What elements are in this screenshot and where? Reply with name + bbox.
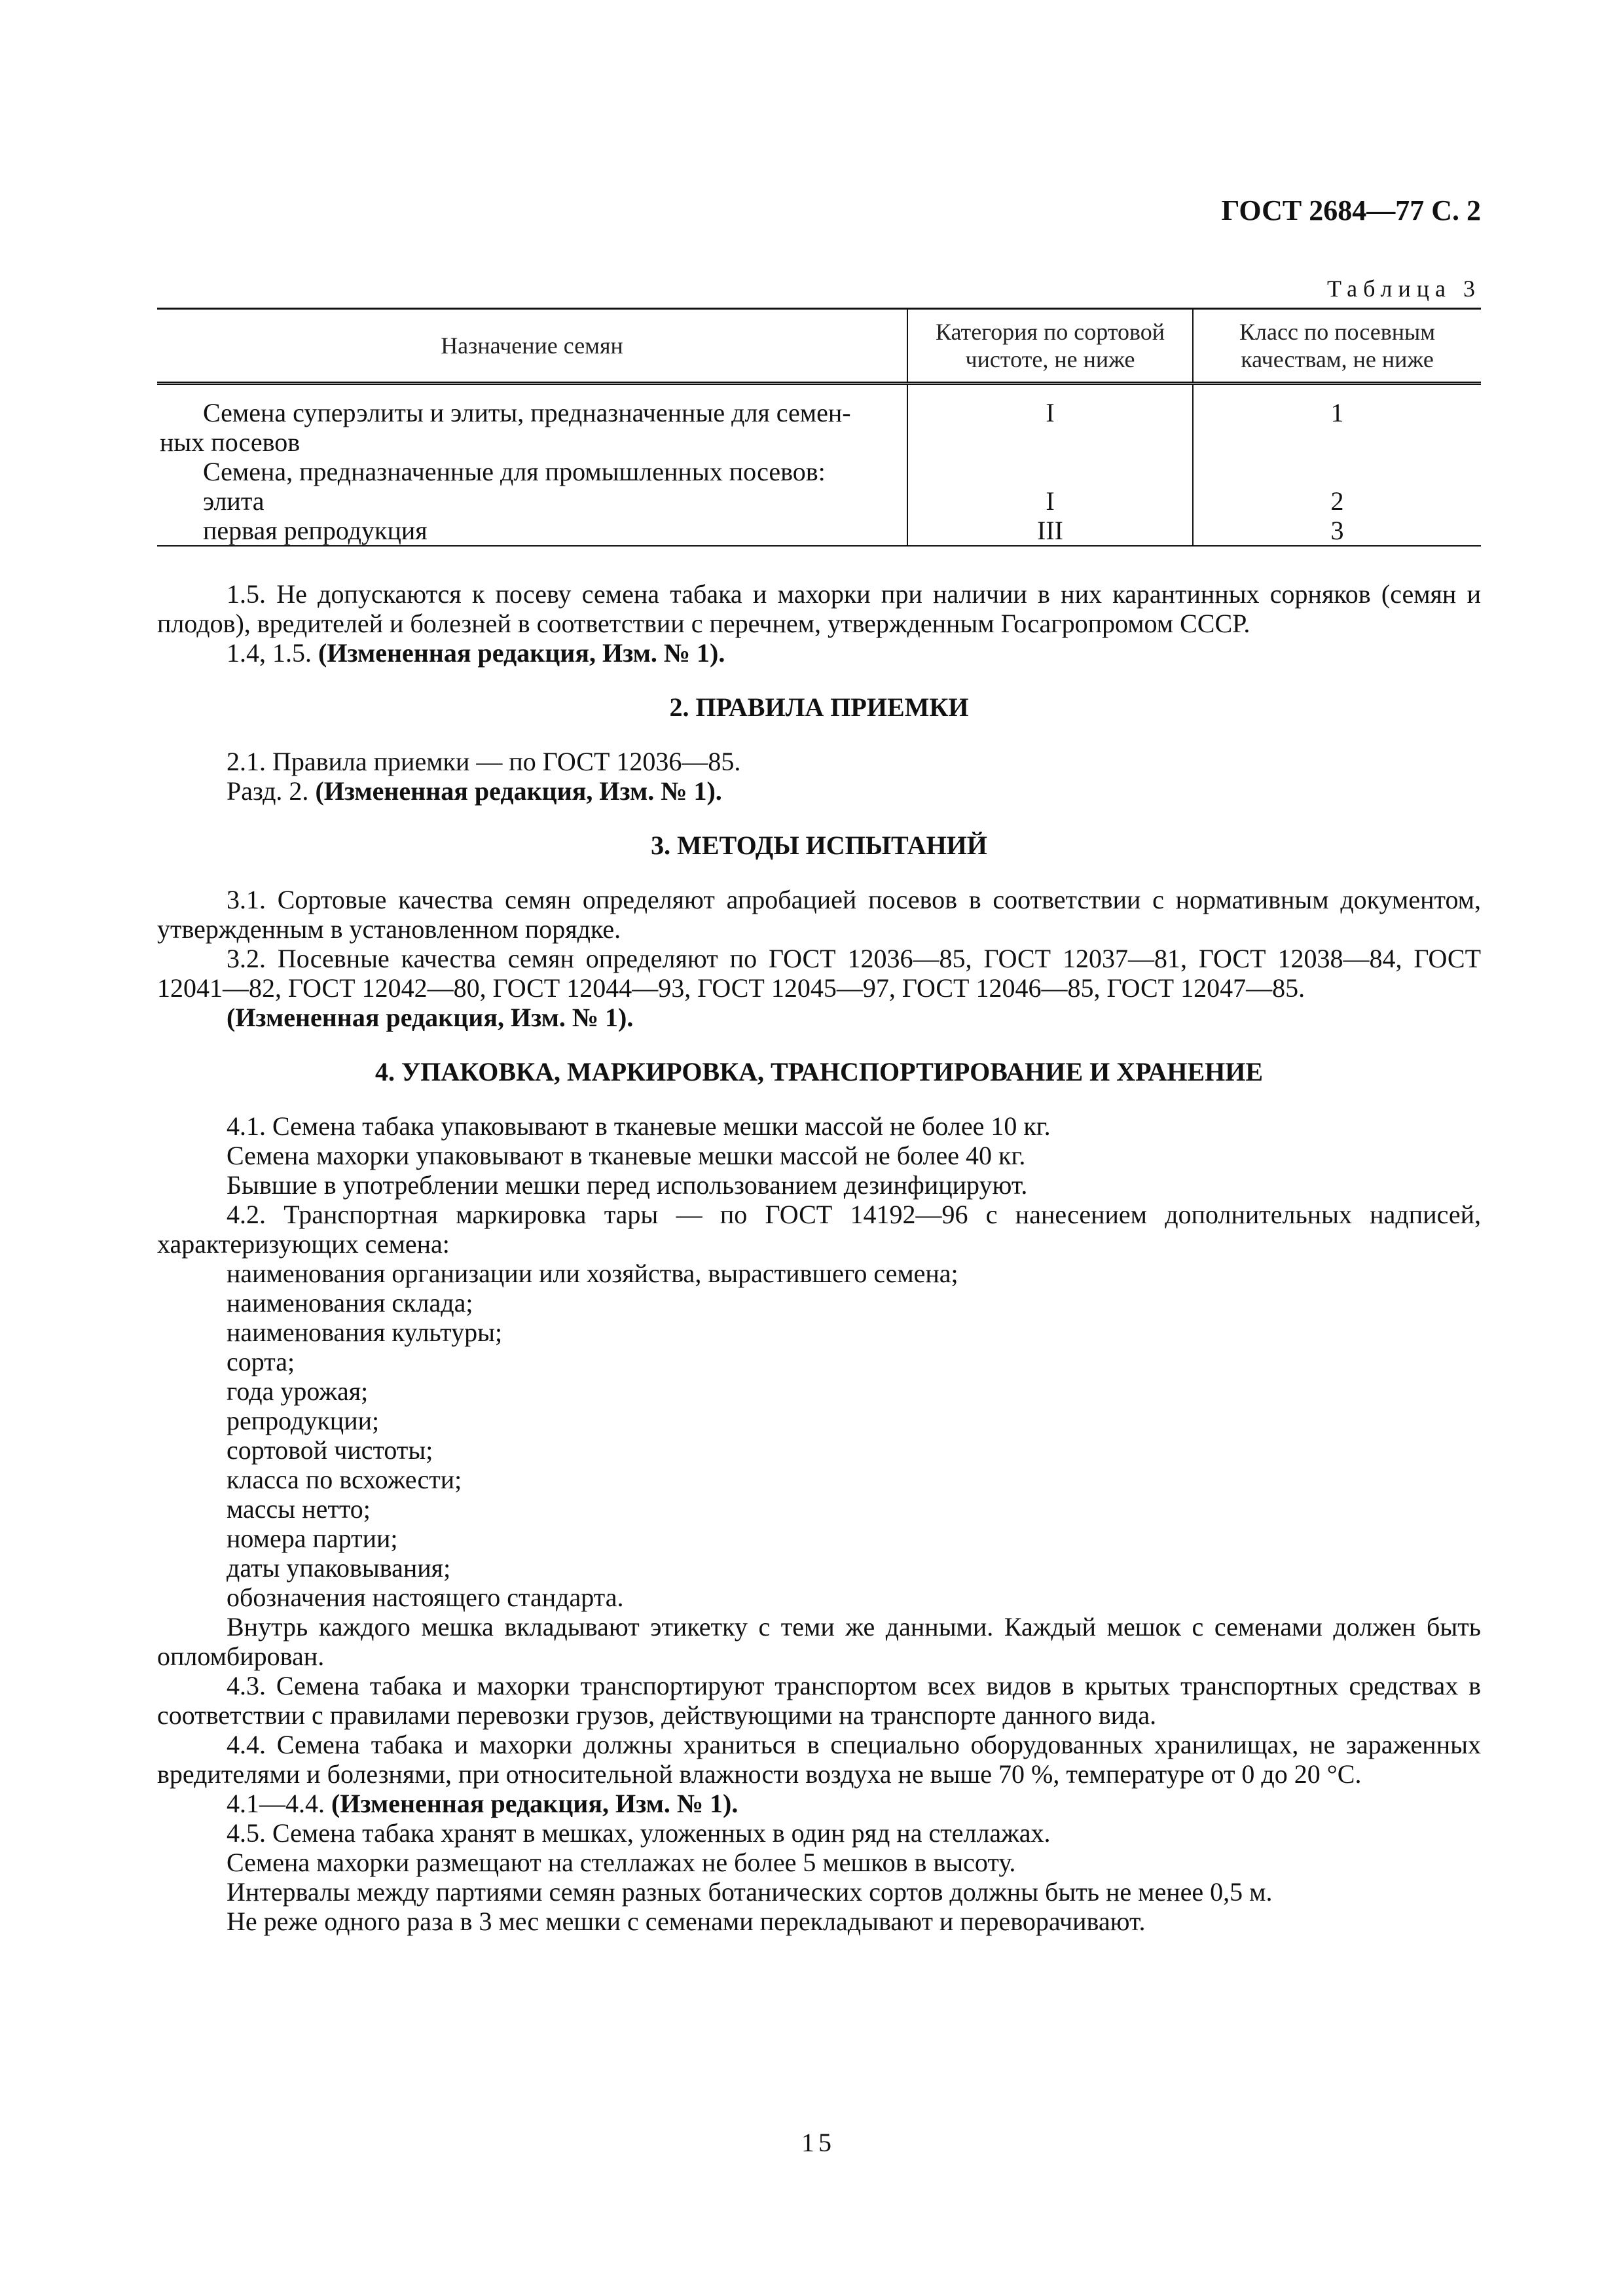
list-item: репродукции; bbox=[227, 1406, 380, 1435]
paragraph-4-5b: Семена махорки размещают на стеллажах не более 5 мешков в высоту. bbox=[227, 1848, 1016, 1877]
section-2-title: 2. ПРАВИЛА ПРИЕМКИ bbox=[669, 692, 969, 722]
cell-value: 2 bbox=[1330, 486, 1344, 516]
paragraph-4-4: 4.4. Семена табака и махорки должны храниться в специально оборудованных хранилищах, не зараженных вредителями и болезнями, при относительной влажности воздуха не выше 70 %, температуре от 0 до 20 °С. bbox=[157, 1730, 1481, 1789]
paragraph-4-1a: 4.1. Семена табака упаковывают в тканевые мешки массой не более 10 кг. bbox=[227, 1111, 1051, 1141]
list-item: сортовой чистоты; bbox=[227, 1435, 433, 1465]
list-item: массы нетто; bbox=[227, 1494, 371, 1524]
cell-category bbox=[907, 384, 1193, 547]
cell-seed-purpose bbox=[157, 384, 907, 547]
cell-value: 1 bbox=[1330, 398, 1344, 427]
list-item: даты упаковывания; bbox=[227, 1553, 451, 1583]
marking-list bbox=[157, 1259, 1481, 1612]
page-number: 15 bbox=[801, 2128, 835, 2157]
document-header: ГОСТ 2684—77 С. 2 bbox=[1221, 194, 1481, 226]
list-item: номера партии; bbox=[227, 1524, 398, 1553]
header-sowing-class: Класс по посевным качествам, не ниже bbox=[1193, 309, 1481, 384]
cell-line: ных посевов bbox=[160, 427, 301, 457]
cell-line: Семена суперэлиты и элиты, предназначенные для семен- bbox=[203, 398, 851, 427]
list-item: сорта; bbox=[227, 1347, 295, 1376]
amendment-note-1-4-1-5: 1.4, 1.5. (Измененная редакция, Изм. № 1). bbox=[227, 638, 725, 668]
amendment-text: (Измененная редакция, Изм. № 1). bbox=[318, 638, 725, 668]
list-item: класса по всхожести; bbox=[227, 1465, 462, 1494]
paragraph-3-2: 3.2. Посевные качества семян определяют по ГОСТ 12036—85, ГОСТ 12037—81, ГОСТ 12038—84, ГОСТ 12041—82, ГОСТ 12042—80, ГОСТ 12044—93, ГОСТ 12045—97, ГОСТ 12046—85, ГОСТ 12047—85. bbox=[157, 944, 1481, 1003]
list-item: обозначения настоящего стандарта. bbox=[227, 1583, 624, 1612]
section-3-title: 3. МЕТОДЫ ИСПЫТАНИЙ bbox=[651, 831, 987, 860]
paragraph-1-5: 1.5. Не допускаются к посеву семена табака и махорки при наличии в них карантинных сорняков (семян и плодов), вредителей и болезней в соответствии с перечнем, утвержденным Госагропромом СССР. bbox=[157, 579, 1481, 638]
paragraph-4-2: 4.2. Транспортная маркировка тары — по ГОСТ 14192—96 с нанесением дополнительных надписей, характеризующих семена: bbox=[157, 1200, 1481, 1259]
paragraph-4-1b: Семена махорки упаковывают в тканевые мешки массой не более 40 кг. bbox=[227, 1141, 1026, 1170]
amendment-note-section-2: Разд. 2. (Измененная редакция, Изм. № 1). bbox=[227, 776, 722, 806]
cell-value: I bbox=[1046, 398, 1055, 427]
section-4-title: 4. УПАКОВКА, МАРКИРОВКА, ТРАНСПОРТИРОВАНИЕ И ХРАНЕНИЕ bbox=[374, 1057, 1264, 1086]
paragraph-4-3: 4.3. Семена табака и махорки транспортируют транспортом всех видов в крытых транспортных средствах в соответствии с правилами перевозки грузов, действующими на транспорте данного вида. bbox=[157, 1671, 1481, 1730]
list-item: наименования организации или хозяйства, вырастившего семена; bbox=[227, 1259, 958, 1288]
list-item: наименования склада; bbox=[227, 1288, 473, 1318]
paragraph-4-2-end: Внутрь каждого мешка вкладывают этикетку с теми же данными. Каждый мешок с семенами должен быть опломбирован. bbox=[157, 1612, 1481, 1671]
paragraph-4-1c: Бывшие в употреблении мешки перед использованием дезинфицируют. bbox=[227, 1170, 1028, 1200]
paragraph-2-1: 2.1. Правила приемки — по ГОСТ 12036—85. bbox=[227, 747, 741, 776]
paragraph-4-5c: Интервалы между партиями семян разных ботанических сортов должны быть не менее 0,5 м. bbox=[227, 1877, 1273, 1907]
cell-line: первая репродукция bbox=[203, 516, 428, 545]
cell-class bbox=[1193, 384, 1481, 547]
cell-value: I bbox=[1046, 486, 1055, 516]
amendment-text: (Измененная редакция, Изм. № 1). bbox=[315, 776, 722, 806]
header-variety-category: Категория по сортовой чистоте, не ниже bbox=[907, 309, 1193, 384]
amendment-text: (Измененная редакция, Изм. № 1). bbox=[331, 1789, 739, 1818]
amendment-note-3-2: (Измененная редакция, Изм. № 1). bbox=[227, 1003, 634, 1032]
cell-line: Семена, предназначенные для промышленных посевов: bbox=[203, 457, 826, 486]
paragraph-3-1: 3.1. Сортовые качества семян определяют апробацией посевов в соответствии с нормативным документом, утвержденным в установленном порядке. bbox=[157, 885, 1481, 944]
list-item: года урожая; bbox=[227, 1376, 369, 1406]
cell-value: 3 bbox=[1330, 516, 1344, 545]
paragraph-4-5d: Не реже одного раза в 3 мес мешки с семенами перекладывают и переворачивают. bbox=[227, 1907, 1146, 1936]
list-item: наименования культуры; bbox=[227, 1318, 503, 1347]
amendment-note-4-1-4-4: 4.1—4.4. (Измененная редакция, Изм. № 1). bbox=[227, 1789, 739, 1818]
seed-requirements-table bbox=[157, 308, 1481, 547]
header-seed-purpose: Назначение семян bbox=[441, 332, 623, 359]
cell-value: III bbox=[1037, 516, 1063, 545]
cell-line: элита bbox=[203, 486, 264, 516]
document-body bbox=[157, 579, 1481, 1936]
table-header-row bbox=[157, 309, 1481, 384]
table-caption: Таблица 3 bbox=[1327, 276, 1481, 302]
paragraph-4-5a: 4.5. Семена табака хранят в мешках, уложенных в один ряд на стеллажах. bbox=[227, 1818, 1051, 1848]
table-row bbox=[157, 384, 1481, 547]
